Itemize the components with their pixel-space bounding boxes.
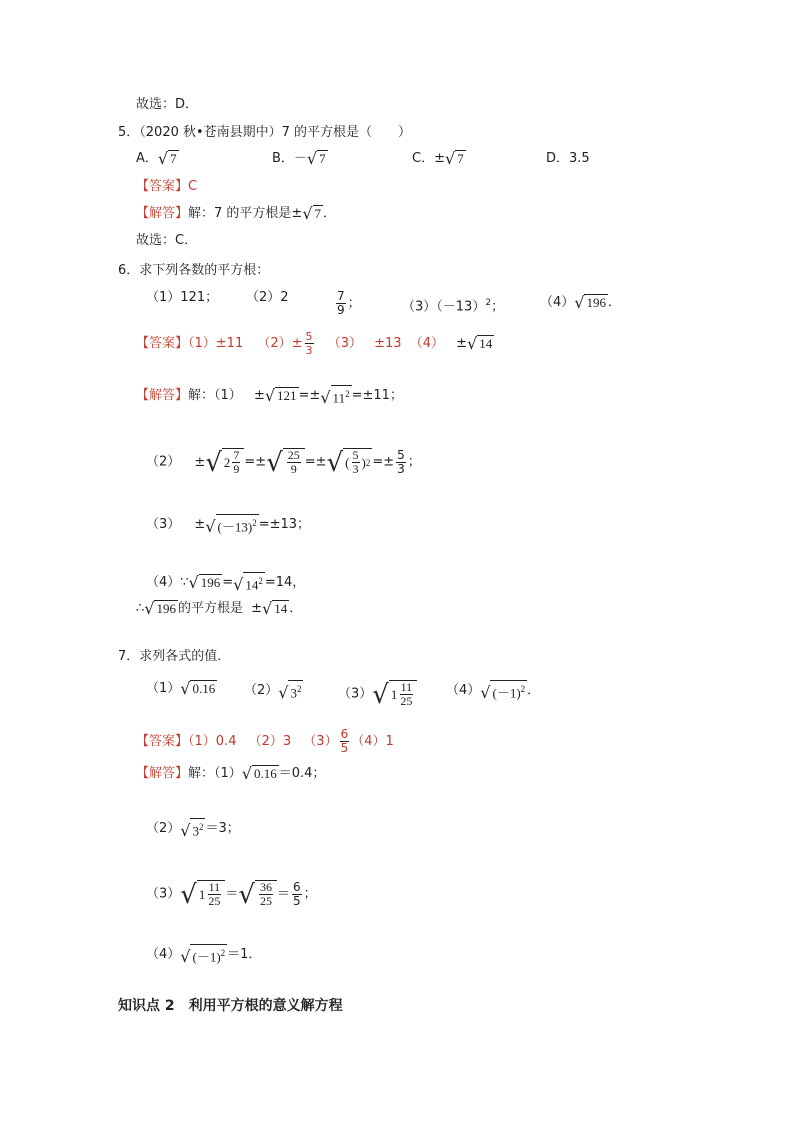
q5-conclusion: 故选：C． xyxy=(136,233,198,248)
sqrt-icon: √ 121 xyxy=(264,386,297,406)
q6-analysis-3: （3） ± √ $(-13)^2$ =±13； xyxy=(146,514,310,535)
q6-item-4: （4） √ 196 ． xyxy=(540,293,621,312)
sqrt-icon: √ $(-1)^2$ xyxy=(180,944,227,965)
q6-answer: 【答案】（1）±11 （2）± $\frac{5}{3}$ （3） ±13 （4） ± √ 14 xyxy=(136,330,493,357)
sqrt-icon: √ 7 xyxy=(444,149,464,168)
q6-item-2-fraction: $\frac{7}{9}$ ； xyxy=(337,289,361,317)
q7-analysis-2: （2） √ $3^2$ ＝3； xyxy=(146,818,240,839)
sqrt-icon: √ $(-1)^2$ xyxy=(480,680,527,701)
sqrt-icon: √ $11^2$ xyxy=(320,385,351,406)
q7-analysis-3: （3） √ 1 $\frac{11}{25}$ ＝ √ $\frac{36}{25}$ ＝ $\frac{6}{5}$ ； xyxy=(146,879,317,910)
q5-stem: 5．（2020 秋•苍南县期中）7 的平方根是（ ） xyxy=(118,125,412,140)
q4-conclusion: 故选：D． xyxy=(136,97,199,112)
q6-item-3: $(3)(-13)^2$； xyxy=(402,298,505,315)
q6-analysis-4: （4）∵ √ 196 = √ $14^2$ =14， xyxy=(146,573,306,595)
sqrt-icon: √ 0.16 xyxy=(241,764,277,783)
q5-answer: 【答案】C xyxy=(136,179,198,194)
sqrt-icon: √ 196 xyxy=(188,573,221,593)
sqrt-icon: √ 14 xyxy=(262,599,288,618)
sqrt-icon: √ 2 $\frac{7}{9}$ xyxy=(205,448,244,476)
sqrt-icon: √ 7 xyxy=(306,149,326,168)
sqrt-icon: √ $3^2$ xyxy=(278,680,303,701)
q5-analysis: 【解答】解：7 的平方根是± √ 7 ． xyxy=(136,204,337,223)
sqrt-icon: √ 7 xyxy=(157,149,177,168)
q7-item-3: （3） √ 1 $\frac{11}{25}$ xyxy=(338,680,417,708)
sqrt-icon: √ $3^2$ xyxy=(180,818,205,839)
sqrt-icon: √ $\frac{36}{25}$ xyxy=(238,880,277,908)
q6-analysis-2: （2） ± √ 2 $\frac{7}{9}$ =± √ $\frac{25}{9}$ =± √ ( $\frac{5}{3}$ ) 2 =± $\frac{5}{3}$ ； xyxy=(146,447,421,478)
sqrt-icon: √ 196 xyxy=(574,293,606,312)
q7-analysis-4: （4） √ $(-1)^2$ ＝1． xyxy=(146,944,261,965)
q6-item-2: （2）2 xyxy=(246,290,289,305)
q7-answer: 【答案】（1）0.4 （2）3 （3） $\frac{6}{5}$ （4）1 xyxy=(136,727,394,755)
q7-analysis-1: 【解答】解：（1） √ 0.16 ＝0.4； xyxy=(136,764,326,783)
q7-item-1: （1） √ 0.16 xyxy=(146,679,216,698)
sqrt-icon: √ 1 $\frac{11}{25}$ xyxy=(372,680,417,708)
section-title: 知识点 2 利用平方根的意义解方程 xyxy=(118,998,343,1014)
sqrt-icon: √ 14 xyxy=(467,334,493,353)
sqrt-icon: √ 7 xyxy=(302,204,322,223)
q5-option-a: A． √ 7 xyxy=(136,149,177,168)
sqrt-icon: √ $\frac{25}{9}$ xyxy=(266,448,305,476)
q6-analysis-1: 【解答】解：（1） ± √ 121 =± √ $11^2$ =±11； xyxy=(136,386,403,408)
sqrt-icon: √ 196 xyxy=(144,599,176,618)
q7-stem: 7．求列各式的值． xyxy=(118,649,231,664)
sqrt-icon: √ 0.16 xyxy=(180,679,216,698)
q6-item-1: （1）121； xyxy=(146,290,219,305)
q5-option-d: D．3.5 xyxy=(546,151,590,166)
sqrt-icon: √ $(-13)^2$ xyxy=(205,514,258,535)
q6-analysis-5: ∴ √ 196 的平方根是 ± √ 14 ． xyxy=(136,599,303,618)
q6-stem: 6．求下列各数的平方根： xyxy=(118,263,270,278)
sqrt-icon: √ ( $\frac{5}{3}$ ) 2 xyxy=(326,448,371,478)
q5-option-c: C．± √ 7 xyxy=(412,149,464,168)
q7-item-2: （2） √ $3^2$ xyxy=(244,680,303,701)
sqrt-icon: √ 1 $\frac{11}{25}$ xyxy=(180,880,225,908)
q7-item-4: （4） √ $(-1)^2$ ． xyxy=(446,680,540,701)
sqrt-icon: √ $14^2$ xyxy=(233,572,265,593)
q5-option-b: B．－ √ 7 xyxy=(272,149,326,168)
